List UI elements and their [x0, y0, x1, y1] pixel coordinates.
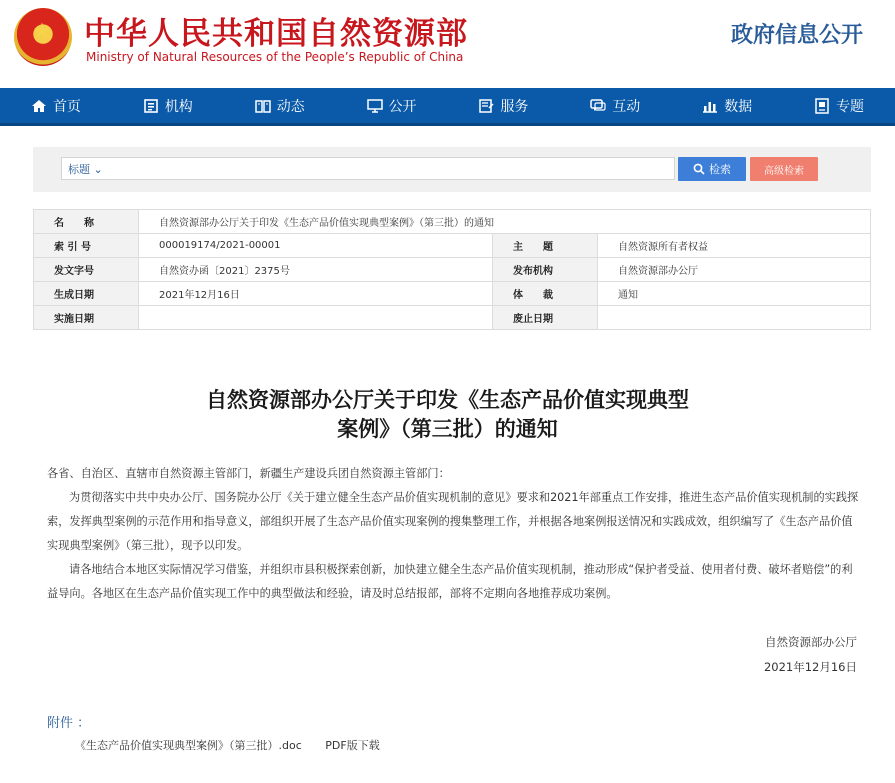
nav-item-label: 数据 [724, 98, 753, 115]
nav-item-home[interactable] [0, 88, 112, 123]
repeal-date-value [598, 306, 871, 330]
nav-item-topic[interactable] [783, 88, 895, 123]
nav-item-institution[interactable] [112, 88, 224, 123]
nav-item-service[interactable] [448, 88, 560, 123]
nav-item-label: 服务 [500, 98, 529, 115]
repeal-date-label: 废止日期 [493, 306, 598, 330]
article-title-line: 案例》（第三批）的通知 [337, 417, 558, 441]
nav-item-disclosure[interactable] [336, 88, 448, 123]
table-row [34, 234, 871, 258]
name-value: 自然资源部办公厅关于印发《生态产品价值实现典型案例》（第三批）的通知 [139, 210, 871, 234]
subject-label: 主 题 [493, 234, 598, 258]
institution-icon [143, 98, 159, 114]
article-title [100, 386, 795, 444]
nav-item-label: 机构 [164, 98, 193, 115]
section-title[interactable]: 政府信息公开 [730, 23, 863, 48]
attachment-pdf-link[interactable]: PDF版下载 [325, 739, 380, 752]
subject-value: 自然资源所有者权益 [598, 234, 871, 258]
search-button[interactable] [678, 157, 746, 181]
news-icon [255, 98, 271, 114]
site-header [0, 0, 895, 88]
nav-item-interaction[interactable] [559, 88, 671, 123]
genre-label: 体 裁 [493, 282, 598, 306]
signature-date: 2021年12月16日 [763, 660, 857, 674]
search-button-label: 检索 [709, 163, 731, 176]
signature [764, 630, 857, 680]
paragraph: 为贯彻落实中共中央办公厅、国务院办公厅《关于建立健全生态产品价值实现机制的意见》要求和2021年部重点工作安排，推进生态产品价值实现机制的实践探索，发挥典型案例的示范作用和指导意义，部组织开展了生态产品价值实现案例的搜集整理工作，并根据各地案例报送情况和实践成效，组织编写了《生态产品价值实现典型案例》（第三批），现予以印发。 [47, 491, 859, 552]
doc-number-label: 发文字号 [34, 258, 139, 282]
table-row [34, 306, 871, 330]
site-title[interactable]: 中华人民共和国自然资源部 [84, 16, 468, 52]
nav-item-label: 首页 [52, 98, 81, 115]
name-label: 名 称 [34, 210, 139, 234]
service-icon [478, 98, 494, 114]
paragraph: 请各地结合本地区实际情况学习借鉴，并组织市县积极探索创新，加快建立健全生态产品价值实现机制，推动形成“保护者受益、使用者付费、破坏者赔偿”的利益导向。各地区在生态产品价值实现工作中的典型做法和经验，请及时总结报部，部将不定期向各地推荐成功案例。 [47, 563, 853, 600]
index-label: 索 引 号 [34, 234, 139, 258]
attachment-row [75, 737, 380, 753]
search-panel [33, 147, 871, 192]
salutation: 各省、自治区、直辖市自然资源主管部门，新疆生产建设兵团自然资源主管部门： [47, 467, 450, 480]
effective-date-value [139, 306, 493, 330]
attachments-label: 附件 ： [47, 716, 91, 731]
genre-value: 通知 [598, 282, 871, 306]
article-body [47, 462, 862, 606]
publisher-value: 自然资源部办公厅 [598, 258, 871, 282]
date-value: 2021年12月16日 [139, 282, 493, 306]
advanced-search-button[interactable]: 高级检索 [750, 157, 818, 181]
table-row [34, 282, 871, 306]
star-icon: ★ [33, 18, 51, 42]
search-scope-select[interactable]: 标题 ⌄ [68, 163, 103, 176]
topic-icon [814, 98, 830, 114]
publisher-label: 发布机构 [493, 258, 598, 282]
attachment-doc-link[interactable]: 《生态产品价值实现典型案例》（第三批）.doc [75, 739, 302, 752]
disclosure-icon [367, 98, 383, 114]
document-metadata-table [33, 209, 871, 330]
interaction-icon [590, 98, 606, 114]
main-nav [0, 88, 895, 126]
site-subtitle: Ministry of Natural Resources of the People’s Republic of China [86, 50, 464, 64]
search-icon [693, 163, 705, 175]
nav-item-label: 专题 [836, 98, 865, 115]
doc-number-value: 自然资办函〔2021〕2375号 [139, 258, 493, 282]
nav-item-label: 互动 [612, 98, 641, 115]
table-row [34, 210, 871, 234]
nav-item-news[interactable] [224, 88, 336, 123]
table-row [34, 258, 871, 282]
search-box [61, 157, 675, 180]
home-icon [31, 98, 47, 114]
national-emblem-logo[interactable] [14, 8, 72, 66]
nav-item-data[interactable] [671, 88, 783, 123]
article-title-line: 自然资源部办公厅关于印发《生态产品价值实现典型 [206, 388, 689, 412]
effective-date-label: 实施日期 [34, 306, 139, 330]
date-label: 生成日期 [34, 282, 139, 306]
nav-item-label: 动态 [276, 98, 305, 115]
signature-org: 自然资源部办公厅 [765, 635, 857, 649]
nav-item-label: 公开 [388, 98, 417, 115]
search-input[interactable] [122, 159, 670, 178]
index-value: 000019174/2021-00001 [139, 234, 493, 258]
data-icon [702, 98, 718, 114]
